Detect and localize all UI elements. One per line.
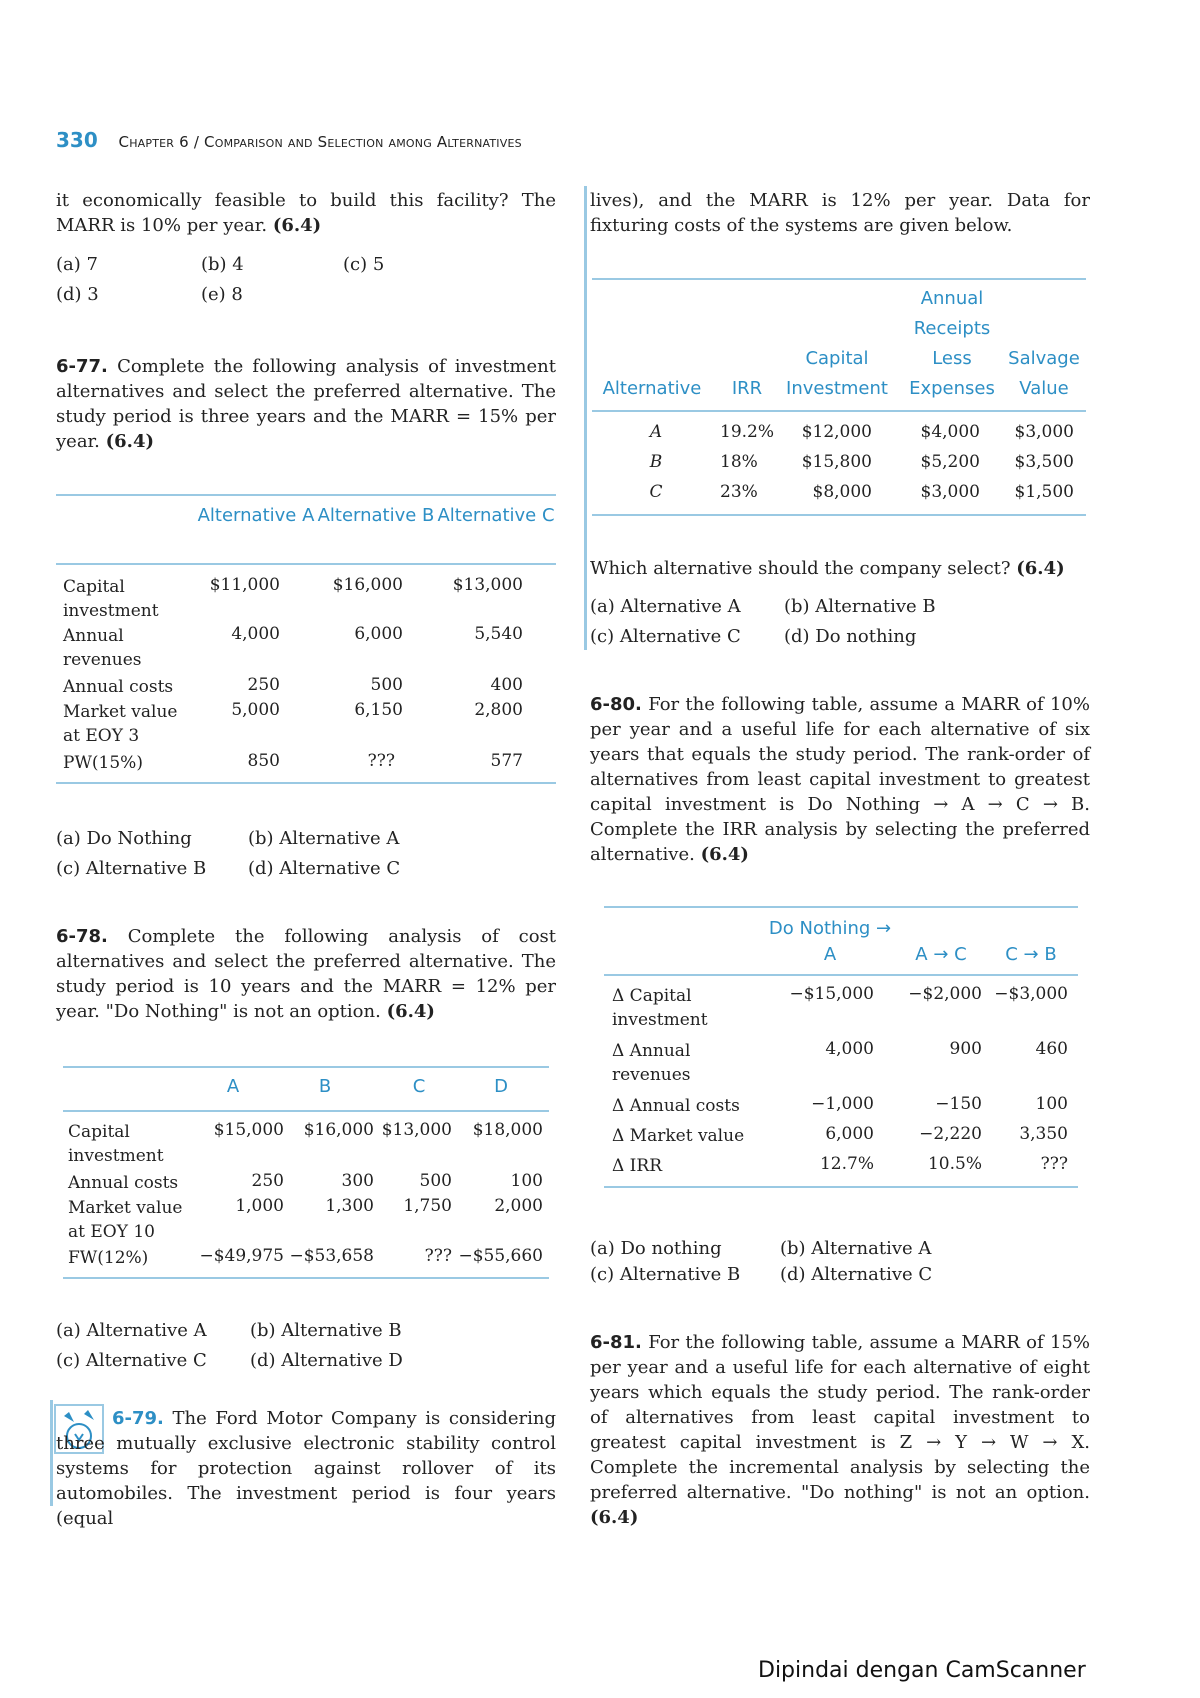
table-cell: −1,000 xyxy=(811,1094,874,1114)
table-rule-mid xyxy=(604,974,1078,976)
col-header-receipts: Annual Receipts Less Expenses xyxy=(909,288,995,399)
problem-number: 6-77. xyxy=(56,356,108,377)
col-header-c-b: C → B xyxy=(1005,944,1057,965)
option-c: (c) 5 xyxy=(343,254,385,275)
table-cell: $1,500 xyxy=(1014,482,1074,502)
option-b: (b) Alternative A xyxy=(780,1238,932,1259)
table-cell: $15,800 xyxy=(801,452,872,472)
option-c: (c) Alternative B xyxy=(590,1264,741,1285)
table-cell: 300 xyxy=(341,1171,374,1191)
table-cell: $16,000 xyxy=(332,575,403,595)
continuation-text: it economically feasible to build this facility? The MARR is 10% per year. (6.4) xyxy=(56,190,556,236)
table-cell: 4,000 xyxy=(231,624,280,644)
table-cell: 577 xyxy=(490,751,523,771)
page-number: 330 xyxy=(56,128,98,152)
question-6-79: Which alternative should the company select? (6.4) xyxy=(590,558,1065,579)
row-label: Capital investment xyxy=(68,1122,164,1166)
option-b: (b) Alternative B xyxy=(250,1320,402,1341)
option-b: (b) Alternative B xyxy=(784,596,936,617)
table-cell: 1,750 xyxy=(403,1196,452,1216)
table-cell: ??? xyxy=(424,1246,452,1266)
table-cell: 850 xyxy=(247,751,280,771)
table-cell: $13,000 xyxy=(381,1120,452,1140)
table-header: A B C D xyxy=(226,1076,508,1097)
table-cell: 900 xyxy=(949,1039,982,1059)
option-d: (d) Alternative C xyxy=(248,858,401,879)
problem-6-81: 6-81. For the following table, assume a MARR of 15% per year and a useful life for each alternative of eight years which equals the study period. The rank-order of alternatives from least capital investment to greatest capital investment is Z → Y → W → X. Complete the incremental analysis by selecting the preferred alternative. "Do nothing" is not an option. (6.4) xyxy=(590,1332,1090,1528)
table-cell: −$15,000 xyxy=(789,984,874,1004)
table-cell: −$49,975 xyxy=(199,1246,284,1266)
table-cell: $3,000 xyxy=(920,482,980,502)
option-c: (c) Alternative B xyxy=(56,858,207,879)
problem-number: 6-80. xyxy=(590,694,642,715)
table-cell: 250 xyxy=(247,675,280,695)
option-a: (a) 7 xyxy=(56,254,98,275)
table-cell: −$53,658 xyxy=(289,1246,374,1266)
table-cell: 10.5% xyxy=(927,1154,982,1174)
table-cell: 250 xyxy=(251,1171,284,1191)
alt-label: A xyxy=(649,422,663,442)
table-cell: $16,000 xyxy=(303,1120,374,1140)
table-cell: 1,300 xyxy=(325,1196,374,1216)
problem-number: 6-79. xyxy=(112,1408,164,1429)
table-cell: −150 xyxy=(935,1094,982,1114)
table-cell: −$3,000 xyxy=(994,984,1068,1004)
table-cell: 400 xyxy=(490,675,523,695)
camscanner-watermark: Dipindai dengan CamScanner xyxy=(758,1658,1086,1683)
row-label: Δ Annual costs xyxy=(612,1096,740,1116)
table-cell: 6,000 xyxy=(354,624,403,644)
table-cell: 6,000 xyxy=(825,1124,874,1144)
problem-number: 6-81. xyxy=(590,1332,642,1353)
table-rule-top xyxy=(63,1066,549,1068)
table-cell: $3,000 xyxy=(1014,422,1074,442)
row-label: Market value at EOY 3 xyxy=(63,702,178,746)
option-a: (a) Do nothing xyxy=(590,1238,722,1259)
page-header xyxy=(56,128,522,152)
table-cell: 500 xyxy=(370,675,403,695)
option-c: (c) Alternative C xyxy=(590,626,741,647)
table-cell: 23% xyxy=(720,482,758,502)
row-label: Δ Market value xyxy=(612,1126,745,1146)
row-label: Capital investment xyxy=(63,577,159,621)
option-d: (d) Alternative D xyxy=(250,1350,403,1371)
table-rule-top xyxy=(592,278,1086,280)
table-cell: 18% xyxy=(720,452,758,472)
option-d: (d) Do nothing xyxy=(784,626,917,647)
option-a: (a) Alternative A xyxy=(56,1320,207,1341)
table-cell: $12,000 xyxy=(801,422,872,442)
table-cell: $11,000 xyxy=(209,575,280,595)
table-rule-mid xyxy=(592,410,1086,412)
table-cell: 19.2% xyxy=(720,422,775,442)
table-cell: 1,000 xyxy=(235,1196,284,1216)
table-rule-bottom xyxy=(604,1186,1078,1188)
col-header-salvage: Salvage Value xyxy=(1008,348,1080,399)
option-a: (a) Do Nothing xyxy=(56,828,192,849)
problem-number: 6-78. xyxy=(56,926,108,947)
option-d: (d) Alternative C xyxy=(780,1264,933,1285)
col-header-alternative: Alternative xyxy=(602,378,702,399)
alt-label: B xyxy=(649,452,663,472)
option-d: (d) 3 xyxy=(56,284,99,305)
table-cell: 2,000 xyxy=(494,1196,543,1216)
case-study-bar xyxy=(50,1400,53,1506)
table-cell: ??? xyxy=(1040,1154,1068,1174)
row-label: Annual costs xyxy=(63,677,174,697)
table-cell: $8,000 xyxy=(812,482,872,502)
row-label: Δ Annual revenues xyxy=(612,1041,691,1085)
row-label: Annual revenues xyxy=(63,626,142,670)
problem-6-79-left: 6-79. The Ford Motor Company is considering three mutually exclusive electronic stability control systems for protection against rollover of its automobiles. The investment period is four years (equal xyxy=(56,1408,556,1529)
table-cell: 500 xyxy=(419,1171,452,1191)
table-cell: 460 xyxy=(1035,1039,1068,1059)
table-cell: ??? xyxy=(367,751,395,771)
problem-6-79-right: lives), and the MARR is 12% per year. Data for fixturing costs of the systems are given below. xyxy=(590,190,1090,236)
row-label: Annual costs xyxy=(68,1173,179,1193)
table-cell: $4,000 xyxy=(920,422,980,442)
alt-label: C xyxy=(649,482,663,502)
table-rule-bottom xyxy=(592,514,1086,516)
table-rule-bottom xyxy=(63,1277,549,1279)
table-cell: $15,000 xyxy=(213,1120,284,1140)
chapter-title: Chapter 6 / Comparison and Selection among Alternatives xyxy=(118,133,522,151)
row-label: PW(15%) xyxy=(63,753,143,773)
table-cell: $13,000 xyxy=(452,575,523,595)
option-b: (b) Alternative A xyxy=(248,828,400,849)
problem-6-80: 6-80. For the following table, assume a MARR of 10% per year and a useful life for each alternative of six years that equals the study period. The rank-order of alternatives from least capital investment to greatest capital investment is Do Nothing → A → C → B. Complete the IRR analysis by selecting the preferred alternative. (6.4) xyxy=(590,694,1090,865)
table-cell: 5,540 xyxy=(474,624,523,644)
table-cell: 5,000 xyxy=(231,700,280,720)
table-cell: 2,800 xyxy=(474,700,523,720)
case-study-bar xyxy=(584,186,587,650)
table-cell: 4,000 xyxy=(825,1039,874,1059)
problem-6-77: 6-77. Complete the following analysis of investment alternatives and select the preferred alternative. The study period is three years and the MARR = 15% per year. (6.4) xyxy=(56,356,556,452)
table-cell: $3,500 xyxy=(1014,452,1074,472)
table-cell: 3,350 xyxy=(1019,1124,1068,1144)
table-cell: −$55,660 xyxy=(458,1246,543,1266)
option-a: (a) Alternative A xyxy=(590,596,741,617)
table-cell: 100 xyxy=(510,1171,543,1191)
table-cell: −$2,000 xyxy=(908,984,982,1004)
option-e: (e) 8 xyxy=(201,284,243,305)
col-header-do-nothing-a: Do Nothing → A xyxy=(768,918,892,965)
table-cell: 6,150 xyxy=(354,700,403,720)
col-header-capital: Capital Investment xyxy=(786,348,888,399)
col-header-a-c: A → C xyxy=(915,944,967,965)
problem-6-78: 6-78. Complete the following analysis of cost alternatives and select the preferred alternative. The study period is 10 years and the MARR = 12% per year. "Do Nothing" is not an option. (6.4) xyxy=(56,926,556,1022)
row-label: Market value at EOY 10 xyxy=(68,1198,183,1242)
col-header-irr: IRR xyxy=(731,378,763,399)
table-rule-top xyxy=(56,494,556,496)
row-label: FW(12%) xyxy=(68,1248,149,1268)
table-cell: $18,000 xyxy=(472,1120,543,1140)
table-rule-top xyxy=(604,906,1078,908)
option-c: (c) Alternative C xyxy=(56,1350,207,1371)
table-cell: −2,220 xyxy=(919,1124,982,1144)
table-rule-mid xyxy=(56,563,556,565)
table-rule-bottom xyxy=(56,782,556,784)
table-cell: 100 xyxy=(1035,1094,1068,1114)
table-cell: 12.7% xyxy=(819,1154,874,1174)
option-b: (b) 4 xyxy=(201,254,244,275)
table-rule-mid xyxy=(63,1110,549,1112)
row-label: Δ IRR xyxy=(612,1156,662,1176)
table-cell: $5,200 xyxy=(920,452,980,472)
row-label: Δ Capital investment xyxy=(612,986,708,1030)
